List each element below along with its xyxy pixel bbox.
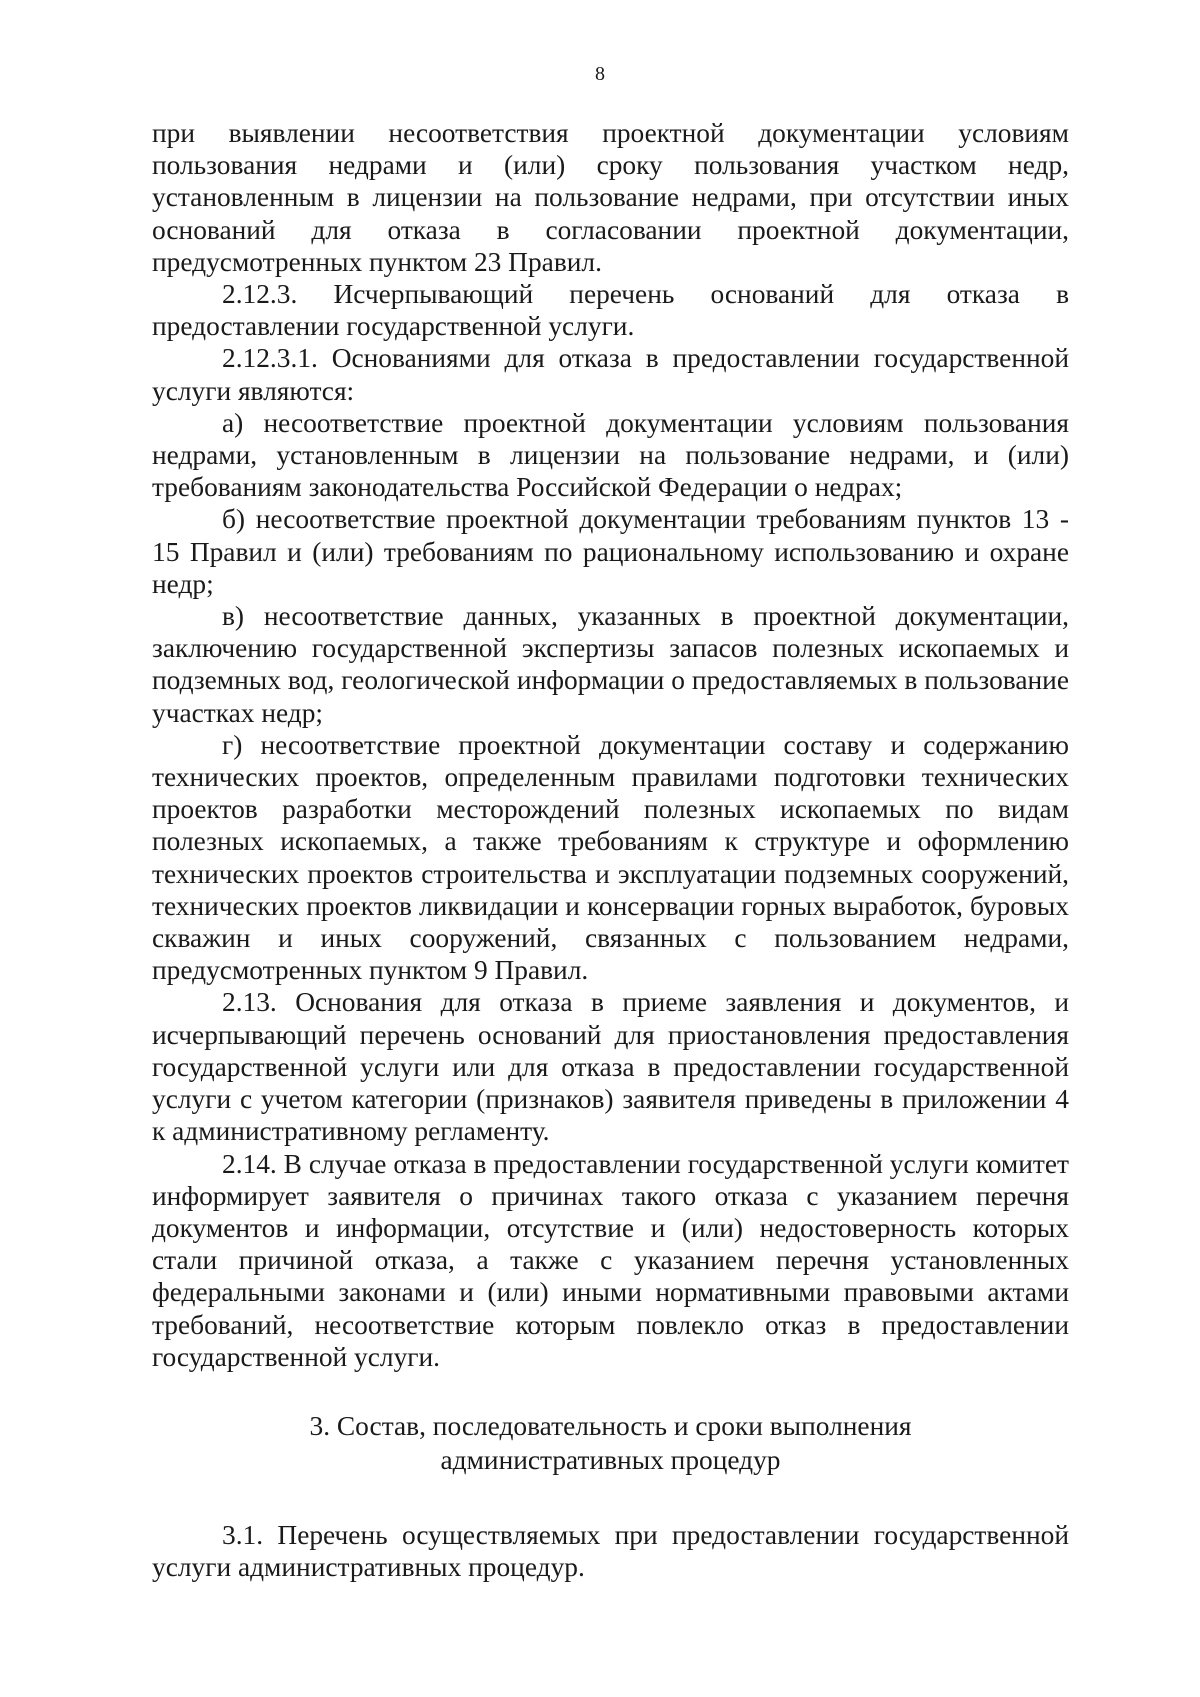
paragraph-3-1: 3.1. Перечень осуществляемых при предоставлении государственной услуги административных процедур. [152,1519,1069,1583]
document-body [152,117,1069,1583]
paragraph-2-14: 2.14. В случае отказа в предоставлении государственной услуги комитет информирует заявителя о причинах такого отказа с указанием перечня документов и информации, отсутствие и (или) недостоверность которых стали причиной отказа, а также с указанием перечня установленных федеральными законами и (или) иными нормативными правовыми актами требований, несоответствие которым повлекло отказ в предоставлении государственной услуги. [152,1148,1069,1372]
section-heading [152,1409,1069,1477]
paragraph-2-13: 2.13. Основания для отказа в приеме заявления и документов, и исчерпывающий перечень оснований для приостановления предоставления государственной услуги или для отказа в предоставлении государственной услуги с учетом категории (признаков) заявителя приведены в приложении 4 к административному регламенту. [152,987,1069,1147]
section-heading-line1: 3. Состав, последовательность и сроки выполнения [309,1410,912,1441]
list-item-g: г) несоответствие проектной документации составу и содержанию технических проектов, определенным правилами подготовки технических проектов разработки месторождений полезных ископаемых по видам полезных ископаемых, а также требованиям к структуре и оформлению технических проектов строительства и эксплуатации подземных сооружений, технических проектов ликвидации и консервации горных выработок, буровых скважин и иных сооружений, связанных с пользованием недрами, предусмотренных пунктом 9 Правил. [152,729,1069,986]
list-item-b: б) несоответствие проектной документации требованиям пунктов 13 - 15 Правил и (или) требованиям по рациональному использованию и охране недр; [152,504,1069,599]
paragraph-2-12-3: 2.12.3. Исчерпывающий перечень оснований для отказа в предоставлении государственной услуги. [152,279,1069,342]
page-number: 8 [595,63,605,85]
paragraph-continuation: при выявлении несоответствия проектной документации условиям пользования недрами и (или) сроку пользования участком недр, установленным в лицензии на пользование недрами, при отсутствии иных оснований для отказа в согласовании проектной документации, предусмотренных пунктом 23 Правил. [152,118,1069,277]
list-item-v: в) несоответствие данных, указанных в проектной документации, заключению государственной экспертизы запасов полезных ископаемых и подземных вод, геологической информации о предоставляемых в пользование участках недр; [152,601,1069,728]
section-heading-line2: административных процедур [440,1444,781,1475]
paragraph-2-12-3-1: 2.12.3.1. Основаниями для отказа в предоставлении государственной услуги являются: [152,343,1069,406]
list-item-a: а) несоответствие проектной документации условиям пользования недрами, установленным в лицензии на пользование недрами, и (или) требованиям законодательства Российской Федерации о недрах; [152,407,1069,503]
